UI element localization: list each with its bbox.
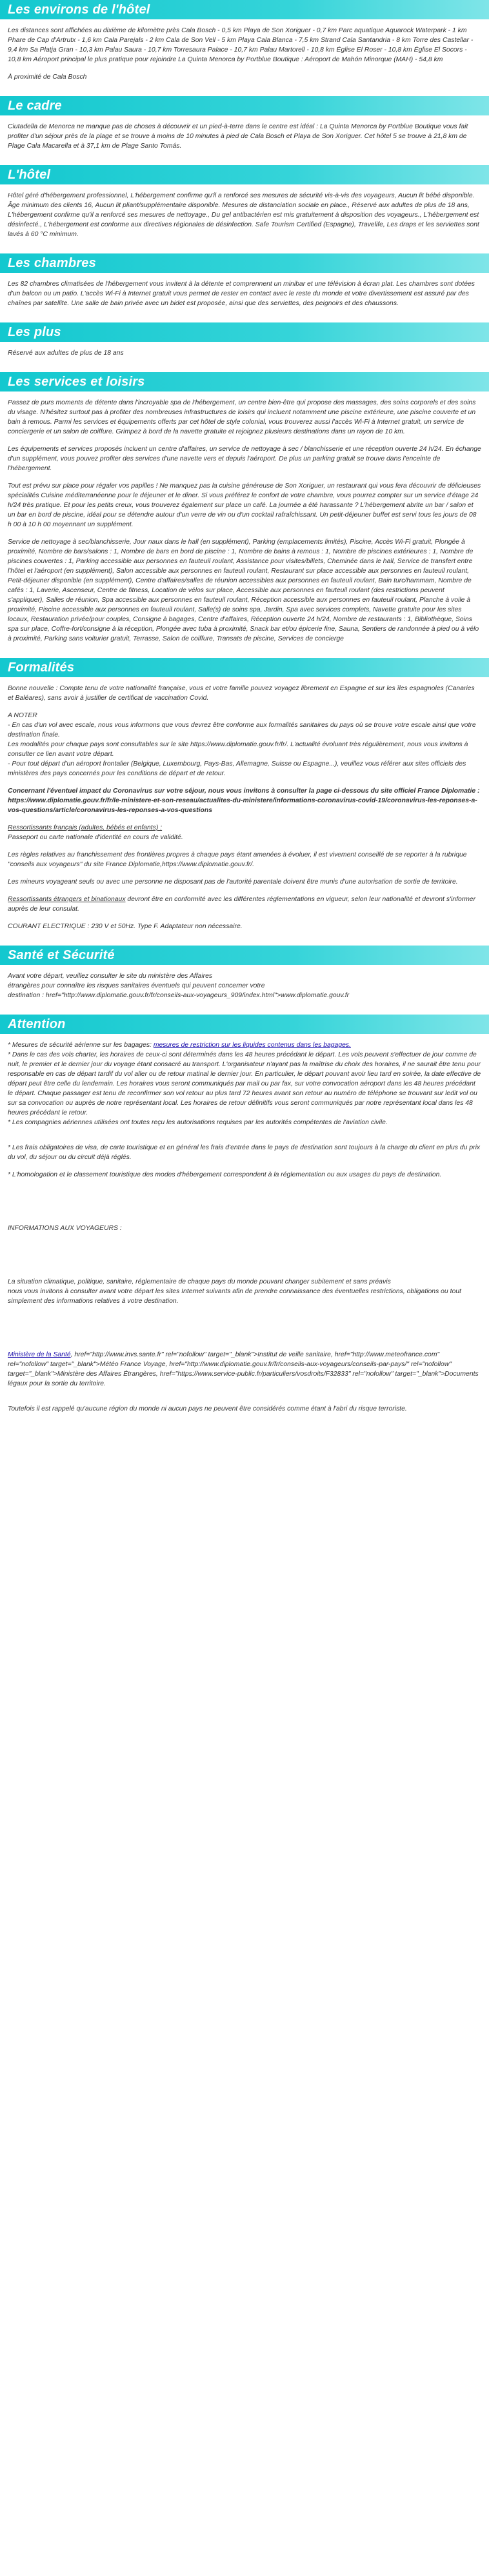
paragraph: destination : href="http://www.diplomatie.gouv.fr/fr/conseils-aux-voyageurs_909/index.html">www.diplomatie.gouv.fr xyxy=(8,992,350,999)
section-formalites xyxy=(0,658,489,942)
paragraph: A NOTER xyxy=(8,712,37,719)
text: devront être en conformité avec les différentes réglementations en vigueur, selon leur nationalité et devront s'informer auprès de leur consulat. xyxy=(8,896,476,913)
section-header xyxy=(0,322,489,342)
spacer xyxy=(8,1135,481,1143)
paragraph: Bonne nouvelle : Compte tenu de votre nationalité française, vous et votre famille pouvez voyagez librement en Espagne et sur les îles espagnoles (Canaries et Baléares), sans avoir à justifier de certificat de vaccination Covid. xyxy=(8,685,475,702)
spacer xyxy=(8,1332,481,1350)
spacer xyxy=(8,1259,481,1277)
section-hotel xyxy=(0,165,489,250)
section-title: Formalités xyxy=(8,660,75,675)
section-environs xyxy=(0,0,489,92)
paragraph: - Pour tout départ d'un aéroport frontalier (Belgique, Luxembourg, Pays-Bas, Allemagne, Suisse ou Espagne...), veuillez vous référer aux sites officiels des ministères des pays concernés pour les conditions de départ et de retour. xyxy=(8,760,466,777)
section-header xyxy=(0,96,489,115)
paragraph: À proximité de Cala Bosch xyxy=(8,74,87,81)
section-content xyxy=(0,342,489,368)
section-sante xyxy=(0,946,489,1011)
paragraph: Réservé aux adultes de plus de 18 ans xyxy=(8,350,124,357)
paragraph: Passez de purs moments de détente dans l'incroyable spa de l'hébergement, un centre bien-être qui propose des massages, des soins corporels et des soins du visage. N'hésitez surtout pas à profiter des nombreuses infrastructures de loisirs qui incluent notamment une piscine extérieure, une piscine couverte et un bain à remous. Parmi les services et équipements offerts par cet hôtel de style colonial, vous trouverez aussi l'accès Wi-Fi à Internet gratuit, un service de conciergerie et un salon de coiffure. Grimpez à bord de la navette gratuite et rejoignez plusieurs destinations dans un rayon de 10 km. xyxy=(8,399,476,435)
section-title: Attention xyxy=(8,1016,66,1031)
section-attention xyxy=(0,1015,489,1424)
paragraph: Ciutadella de Menorca ne manque pas de choses à découvrir et un pied-à-terre dans le centre est idéal : La Quinta Menorca by Portblue Boutique vous fait profiter d'un séjour près de la plage et se trouve à moins de 10 minutes à pied de Cala Bosch et Playa de Son Xoriguer. Cet hôtel 5 se trouve à 21,8 km de Plage Cala Macarella et à 37,1 km de Plage Santo Tomás. xyxy=(8,123,468,150)
section-content xyxy=(0,1034,489,1424)
section-header xyxy=(0,165,489,184)
section-content xyxy=(0,19,489,92)
paragraph: Les règles relatives au franchissement des frontières propres à chaque pays étant amenées à évoluer, il est vivement conseillé de se reporter à la rubrique "conseils aux voyageurs" du site France Diplomatie,https://www.diplomatie.gouv.fr/. xyxy=(8,851,467,868)
section-header xyxy=(0,946,489,965)
paragraph: * Les compagnies aériennes utilisées ont toutes reçu les autorisations requises par les autorités compétentes de l'aviation civile. xyxy=(8,1119,388,1126)
spacer xyxy=(8,1205,481,1224)
paragraph: Hôtel géré d'hébergement professionnel, L'hébergement confirme qu'il a renforcé ses mesures de sécurité vis-à-vis des voyageurs, Aucun lit bébé disponible. Âge minimum des clients 16, Aucun lit pliant/supplémentaire disponible. Mesures de distanciation sociale en place., Réservé aux adultes de plus de 18 ans, L'hébergement confirme qu'il a renforcé ses mesures de nettoyage., Du gel antibactérien est mis gratuitement à disposition des voyageurs., L'hébergement est désinfecté., L'hébergement est conforme aux directives régionales de désinfection. Safe Tourism Certified (Espagne), Travelife, Les draps et les serviettes sont lavés à 60 °C minimum. xyxy=(8,192,479,238)
paragraph: * Les frais obligatoires de visa, de carte touristique et en général les frais d'entrée dans le pays de destination sont toujours à la charge du client en plus du prix du vol, du séjour ou du circuit déjà réglés. xyxy=(8,1144,481,1161)
section-title: Les chambres xyxy=(8,255,96,270)
section-header xyxy=(0,372,489,391)
spacer xyxy=(8,1314,481,1332)
section-chambres xyxy=(0,253,489,319)
section-plus xyxy=(0,322,489,368)
section-header xyxy=(0,253,489,273)
paragraph: Toutefois il est rappelé qu'aucune région du monde ni aucun pays ne peuvent être considérés comme étant à l'abri du risque terroriste. xyxy=(8,1405,407,1412)
sante-ministry-link[interactable]: Ministère de la Santé xyxy=(8,1351,71,1358)
paragraph: * Dans le cas des vols charter, les horaires de ceux-ci sont déterminés dans les 48 heures précédant le départ. Les vols peuvent s'effectuer de jour comme de nuit, le premier et le dernier jour du voyage étant consacré au transport. L'organisateur n'ayant pas la maîtrise du choix des horaires, il ne saurait être tenu pour responsable en cas de départ tardif du vol aller ou de retour matinal le dernier jour. En particulier, le départ pouvant avoir lieu tard en soirée, la date effective de départ peut être celle du lendemain. Les horaires vous seront communiqués par mail ou par fax, sur votre convocation aéroport dans les 48 heures précédant le départ. Chaque passager est tenu de reconfirmer son vol retour au plus tard 72 heures avant son retour au numéro de téléphone se trouvant sur ledit vol ou sur sa convocation ou auprès de notre représentant local. Les horaires de retour définitifs vous seront communiqués par notre représentant local dans les 48 heures précédant le retour. xyxy=(8,1051,481,1116)
paragraph: Les mineurs voyageant seuls ou avec une personne ne disposant pas de l'autorité parentale doivent être munis d'une autorisation de sortie de territoire. xyxy=(8,878,458,886)
paragraph: Tout est prévu sur place pour régaler vos papilles ! Ne manquez pas la cuisine généreuse de Son Xoriguer, un restaurant qui vous fera découvrir de délicieuses spécialités Cuisine méditerranéenne pour le déjeuner et le dîner. Si vous préférez le confort de votre chambre, vous pourrez compter sur un service d'étage 24 h/24 très pratique. Et pour les petits creux, vous trouverez également sur place un café. La journée a été harassante ? L'hébergement abrite un bar / salon et un bar en bord de piscine, idéal pour se détendre autour d'un verre de vin ou d'un cocktail rafraîchissant. Un petit-déjeuner buffet est servi tous les jours de 08 h 00 à 10 h 00 moyennant un supplément. xyxy=(8,482,481,528)
section-content xyxy=(0,184,489,250)
paragraph: Passeport ou carte nationale d'identité en cours de validité. xyxy=(8,834,183,841)
paragraph: * L'homologation et le classement touristique des modes d'hébergement correspondent à la réglementation ou aux usages du pays de destination. xyxy=(8,1171,442,1178)
section-title: Les environs de l'hôtel xyxy=(8,2,150,17)
section-header xyxy=(0,658,489,677)
paragraph: La situation climatique, politique, sanitaire, réglementaire de chaque pays du monde pouvant changer subitement et sans préavis xyxy=(8,1278,391,1285)
paragraph: étrangères pour connaître les risques sanitaires éventuels qui peuvent concerner votre xyxy=(8,982,265,989)
section-services xyxy=(0,372,489,654)
paragraph: Les équipements et services proposés incluent un centre d'affaires, un service de nettoyage à sec / blanchisserie et une réception ouverte 24 h/24. En échange d'un supplément, vous pouvez profiter des services d'une navette vers et depuis l'aéroport. De plus un parking gratuit se trouve dans l'enceinte de l'hébergement. xyxy=(8,446,481,472)
section-content xyxy=(0,273,489,319)
section-content xyxy=(0,115,489,161)
paragraph xyxy=(8,823,481,833)
paragraph: Les modalités pour chaque pays sont consultables sur le site https://www.diplomatie.gouv.fr/fr/. L'actualité évoluant très régulièrement, nous vous invitons à consulter ce lien avant votre départ. xyxy=(8,741,468,758)
paragraph: Avant votre départ, veuillez consulter le site du ministère des Affaires xyxy=(8,973,213,980)
spacer xyxy=(8,1241,481,1259)
bold-text: Concernant l'éventuel impact du Coronavirus sur votre séjour, nous vous invitons à consulter la page ci-dessous du site officiel France Diplomatie : https://www.diplomatie.gouv.fr/fr/le-ministere-et-son-reseau/actualites-du-ministere/informations-coronavirus-covid-19/coronavirus-les-reponses-a-vos-questions/article/coronavirus-les-reponses-a-vos-questions xyxy=(8,788,480,814)
section-title: Le cadre xyxy=(8,98,62,113)
paragraph: nous vous invitons à consulter avant votre départ les sites Internet suivants afin de prendre connaissance des éventuelles restrictions, obligations ou tout simplement des informations relatives à votre destination. xyxy=(8,1288,461,1305)
section-title: L'hôtel xyxy=(8,167,51,182)
paragraph: COURANT ELECTRIQUE : 230 V et 50Hz. Type F. Adaptateur non nécessaire. xyxy=(8,923,243,930)
paragraph: Les 82 chambres climatisées de l'hébergement vous invitent à la détente et comprennent un minibar et une télévision à écran plat. Les chambres sont dotées d'un balcon ou un patio. L'accès Wi-Fi à Internet gratuit vous permet de rester en contact avec le reste du monde et votre divertissement est assuré par des chaînes par satellite. Une salle de bain privée avec un bidet est proposée, ainsi que des serviettes, des peignoirs et des chaussons. xyxy=(8,281,475,307)
paragraph: Les distances sont affichées au dixième de kilomètre près Cala Bosch - 0,5 km Playa de Son Xoriguer - 0,7 km Parc aquatique Aquarock Waterpark - 1 km Phare de Cap d'Artrutx - 1,6 km Cala Parejals - 2 km Cala de Son Vell - 5 km Playa Cala Blanca - 7,5 km Strand Cala Santandria - 8 km Torre des Castellar - 9,4 km Sa Platja Gran - 10,3 km Palau Saura - 10,7 km Torresaura Palace - 10,7 km Palau Martorell - 10,8 km Église El Roser - 10,8 km Église El Socors - 10,8 km Aéroport principal le plus pratique pour rejoindre La Quinta Menorca by Portblue Boutique : Aéroport de Mahón Minorque (MAH) - 54,8 km xyxy=(8,27,474,63)
section-cadre xyxy=(0,96,489,161)
section-title: Les services et loisirs xyxy=(8,374,145,389)
paragraph xyxy=(8,895,481,914)
liquids-restriction-link[interactable]: mesures de restriction sur les liquides contenus dans les bagages. xyxy=(153,1042,351,1049)
section-content xyxy=(0,965,489,1011)
paragraph: INFORMATIONS AUX VOYAGEURS : xyxy=(8,1225,122,1232)
section-header xyxy=(0,1015,489,1034)
underlined-text: Ressortissants étrangers et binationaux xyxy=(8,896,126,903)
section-title: Les plus xyxy=(8,324,61,339)
section-title: Santé et Sécurité xyxy=(8,947,115,962)
spacer xyxy=(8,1396,481,1404)
underlined-text: Ressortissants français (adultes, bébés et enfants) : xyxy=(8,824,163,831)
section-content xyxy=(0,391,489,654)
text: * Mesures de sécurité aérienne sur les bagages: xyxy=(8,1042,154,1049)
text: , href="http://www.invs.sante.fr" rel="nofollow" target="_blank">Institut de veille sanitaire, href="http://www.meteofrance.com" rel="nofollow" target="_blank">Météo France Voyage, href="http://www.diplomatie.gouv.fr/fr/conseils-aux-voyageurs/conseils-par-pays/" rel="nofollow" target="_blank">Ministère des Affaires Étrangères, href="https://www.service-public.fr/particuliers/vosdroits/F32833" rel="nofollow" target="_blank">Documents légaux pour la sortie du territoire. xyxy=(8,1351,479,1387)
paragraph xyxy=(8,786,481,815)
section-header xyxy=(0,0,489,19)
paragraph xyxy=(8,1350,481,1389)
paragraph xyxy=(8,1040,481,1050)
spacer xyxy=(8,1187,481,1205)
paragraph: Service de nettoyage à sec/blanchisserie, Jour naux dans le hall (en supplément), Parking (emplacements limités), Piscine, Accès Wi-Fi gratuit, Plongée à proximité, Nombre de bars/salons : 1, Nombre de bars en bord de piscine : 1, Nombre de bains à remous : 1, Nombre de piscines extérieures : 1, Nombre de piscines couvertes : 1, Parking accessible aux personnes en fauteuil roulant, Assistance pour visites/billets, Cheminée dans le hall, Service de transfert entre l'hôtel et l'aéroport (en supplément), Salon accessible aux personnes en fauteuil roulant, Restaurant sur place accessible aux personnes en fauteuil roulant, Petit-déjeuner disponible (en supplément), Centre d'affaires/salles de réunion accessibles aux personnes en fauteuil roulant, Bain turc/hammam, Nombre de cafés : 1, Laverie, Ascenseur, Centre de fitness, Location de vélos sur place, Accessible aux personnes en fauteuil roulant (des restrictions peuvent s'appliquer), Salles de réunion, Spa accessible aux personnes en fauteuil roulant, Réception accessible aux personnes en fauteuil roulant, Planche à voile à proximité, Piscine accessible aux personnes en fauteuil roulant, Salle(s) de soins spa, Jardin, Spa avec services complets, Navette gratuite pour les sites locaux, Restauration privée/pour couples, Consigne à bagages, Centre d'affaires, Réception ouverte 24 h/24, Nombre de restaurants : 1, Bibliothèque, Soins spa sur place, Coffre-fort/consigne à la réception, Plongée avec tuba à proximité, Snack bar et/ou épicerie fine, Sauna, Sentiers de randonnée à pied ou à vélo à proximité, Parking sans voiturier gratuit, Terrasse, Salon de coiffure, Transats de piscine, Services de concierge xyxy=(8,539,479,642)
paragraph: - En cas d'un vol avec escale, nous vous informons que vous devrez être conforme aux formalités sanitaires du pays où se trouve votre escale ainsi que votre destination finale. xyxy=(8,722,476,738)
section-content xyxy=(0,677,489,942)
